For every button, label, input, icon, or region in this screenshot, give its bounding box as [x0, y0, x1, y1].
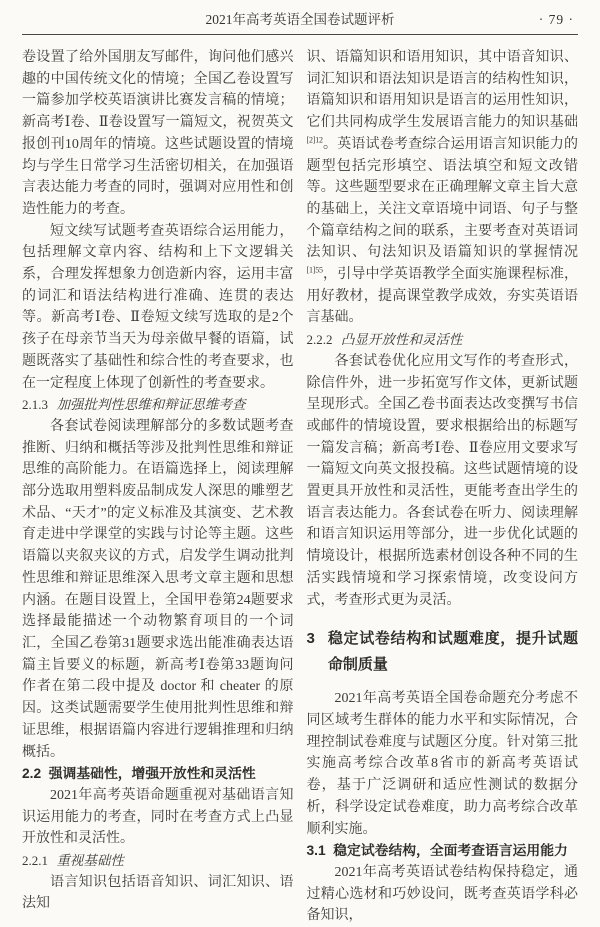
citation-superscript: [1]55	[306, 265, 323, 275]
paragraph: 2021年高考英语全国卷命题充分考虑不同区域考生群体的能力水平和实际情况，合理控制试卷难度与试题区分度。针对第三批实施高考综合改革8省市的新高考英语试卷，基于广泛调研和适应性测试的数据分析，科学设定试卷难度，助力高考综合改革顺利实施。	[306, 691, 578, 837]
paragraph: 各套试卷优化应用文写作的考查形式，除信件外，进一步拓宽写作文体，更新试题呈现形式。全国乙卷书面表达改变撰写书信或邮件的情境设置，要求根据给出的标题写一篇发言稿；新高考Ⅰ卷、Ⅱ卷应用文要求写一篇短文向英文报投稿。这些试题情境的设置更具开放性和灵活性，更能考查出学生的语言表达能力。各套试卷在听力、阅读理解和语言知识运用等部分，进一步优化试题的情境设计，根据所选素材创设各种不同的生活实践情境和学习探索情境，改变设问方式，考查形式更为灵活。	[306, 353, 578, 608]
heading-text: 强调基础性，增强开放性和灵活性	[48, 766, 256, 782]
section-heading	[22, 394, 294, 416]
section-heading	[22, 763, 294, 785]
page-number: · 79 ·	[538, 12, 574, 27]
heading-number: 2.1.3	[22, 397, 48, 413]
header-rule	[22, 34, 578, 35]
left-column	[22, 47, 294, 927]
paragraph: 短文续写试题考查英语综合运用能力，包括理解文章内容、结构和上下文逻辑关系，合理发挥想象力创造新内容，运用丰富的词汇和语法结构进行准确、连贯的表达等。新高考Ⅰ卷、Ⅱ卷短文续写选取的是2个孩子在母亲节当天为母亲做早餐的语篇，试题既落实了基础性和综合性的考查要求，也在一定程度上体现了创新性的考查要求。	[22, 223, 294, 391]
paragraph	[307, 47, 579, 329]
paragraph: 2021年高考英语命题重视对基础语言知识运用能力的考查，同时在考查方式上凸显开放性和灵活性。	[22, 787, 294, 847]
heading-text: 凸显开放性和灵活性	[340, 332, 463, 348]
heading-number: 3	[306, 630, 315, 648]
paragraph: 卷设置了给外国朋友写邮件，询问他们感兴趣的中国传统文化的情境；全国乙卷设置写一篇参加学校英语演讲比赛发言稿的情境；新高考Ⅰ卷、Ⅱ卷设置写一篇短文，祝贺英文报创刊10周年的情境。这些试题设置的情境均与学生日常学习生活密切相关，在加强语言表达能力考查的同时，强调对应用性和创造性能力的考查。	[22, 50, 294, 217]
paragraph: 语言知识包括语音知识、词汇知识、语法知	[22, 874, 294, 912]
heading-text: 加强批判性思维和辩证思维考查	[56, 397, 246, 413]
running-header	[22, 9, 578, 31]
citation-superscript: [2]12	[306, 135, 323, 145]
section-heading	[307, 626, 579, 677]
heading-text: 重视基础性	[56, 853, 124, 869]
two-column-layout	[22, 47, 578, 927]
right-column	[307, 47, 579, 927]
heading-number: 2.2	[22, 766, 42, 782]
heading-number: 3.1	[306, 843, 326, 859]
section-heading	[22, 850, 294, 872]
heading-text: 稳定试卷结构和试题难度，提升试题命制质量	[327, 630, 578, 673]
heading-number: 2.2.1	[22, 853, 48, 869]
running-header-title: 2021年高考英语全国卷试题评析	[205, 12, 395, 27]
text-run: 识、语篇知识和语用知识，其中语音知识、词汇知识和语法知识是语言的结构性知识，语篇知识和语用知识是语言的运用性知识，它们共同构成学生发展语言能力的知识基础	[306, 50, 578, 131]
section-heading	[307, 329, 579, 351]
heading-text: 稳定试卷结构，全面考查语言运用能力	[333, 843, 568, 859]
paragraph: 各套试卷阅读理解部分的多数试题考查推断、归纳和概括等涉及批判性思维和辩证思维的高阶能力。在语篇选择上，阅读理解部分选取用塑料废品制成发人深思的雕塑艺术品、“天才”的定义标准及其演变、艺术教育走进中学课堂的实践与讨论等主题。这些语篇以夹叙夹议的方式，启发学生调动批判性思维和辩证思维深入思考文章主题和思想内涵。在题目设置上，全国甲卷第24题要求选择最能描述一个动物繁育项目的一个词汇，全国乙卷第31题要求选出能准确表达语篇主旨要义的标题，新高考Ⅰ卷第33题询问作者在第二段中提及 doctor 和 cheater 的原因。这类试题需要学生使用批判性思维和辩证思维，根据语篇内容进行逻辑推理和归纳概括。	[22, 418, 294, 760]
text-run: 。英语试卷考查综合运用语言知识能力的题型包括完形填空、语法填空和短文改错等。这些题型要求在正确理解文章主旨大意的基础上，关注文章语境中词语、句子与整个篇章结构之间的联系，主要考查对英语词法知识、句法知识及语篇知识的掌握情况	[306, 136, 578, 261]
text-run: ，引导中学英语教学全面实施课程标准，用好教材，提高课堂教学成效，夯实英语语言基础。	[306, 267, 578, 326]
paragraph: 2021年高考英语试卷结构保持稳定，通过精心选材和巧妙设问，既考查英语学科必备知识，	[306, 864, 578, 924]
section-heading	[307, 840, 579, 862]
heading-number: 2.2.2	[306, 332, 333, 348]
